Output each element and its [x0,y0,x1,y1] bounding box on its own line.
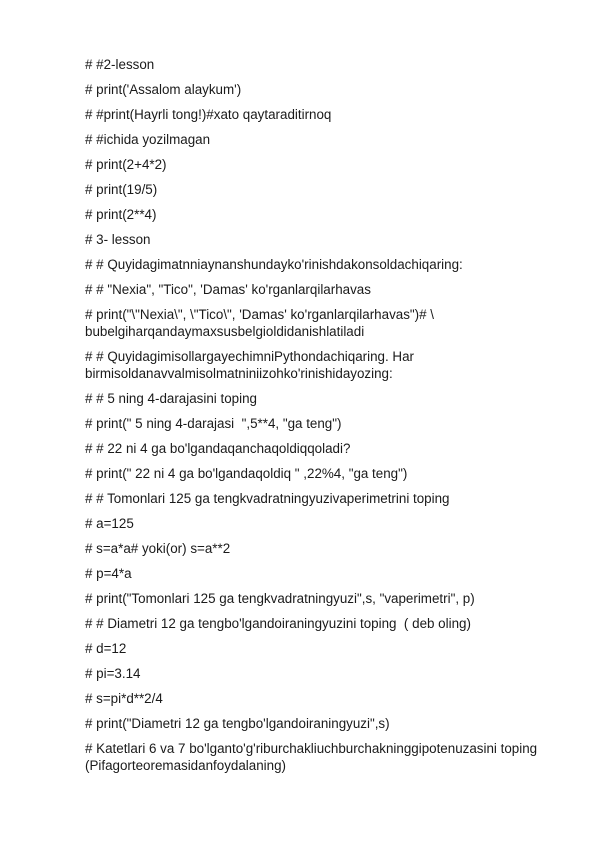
code-line: # print("\"Nexia\", \"Tico\", 'Damas' ko'rganlarqilarhavas")# \ bubelgiharqandaymaxsusbelgioldidanishlatiladi [85,307,438,339]
code-line: # # Diametri 12 ga tengbo'lgandoiraningyuzini toping ( deb oling) [85,616,471,631]
code-line: # print("Diametri 12 ga tengbo'lgandoiraningyuzi",s) [85,716,390,731]
code-line: # s=pi*d**2/4 [85,691,163,706]
code-line: # s=a*a# yoki(or) s=a**2 [85,541,231,556]
code-line: # # 5 ning 4-darajasini toping [85,391,257,406]
code-line: # # QuyidagimisollargayechimniPythondachiqaring. Har birmisoldanavvalmisolmatniniizohko'rinishidayozing: [85,349,418,381]
code-line: # pi=3.14 [85,666,141,681]
code-line: # print(" 22 ni 4 ga bo'lgandaqoldiq " ,22%4, "ga teng") [85,466,408,481]
code-line: # print(2**4) [85,207,157,222]
code-line: # print('Assalom alaykum') [85,82,242,97]
code-line: # a=125 [85,516,134,531]
code-line: # # "Nexia", "Tico", 'Damas' ko'rganlarqilarhavas [85,282,371,297]
code-line: # d=12 [85,641,127,656]
code-line: # # Tomonlari 125 ga tengkvadratningyuzivaperimetrini toping [85,491,450,506]
code-line: # #ichida yozilmagan [85,132,211,147]
code-listing [85,56,545,782]
code-line: # # Quyidagimatnniaynanshundayko'rinishdakonsoldachiqaring: [85,257,463,272]
code-line: # print("Tomonlari 125 ga tengkvadratningyuzi",s, "vaperimetri", p) [85,591,475,606]
code-line: # #2-lesson [85,57,155,72]
code-line: # Katetlari 6 va 7 bo'lganto'g'riburchakliuchburchakninggipotenuzasini toping (Pifagorteoremasidanfoydalaning) [85,741,541,773]
code-line: # print(2+4*2) [85,157,167,172]
code-line: # print(19/5) [85,182,158,197]
code-line: # # 22 ni 4 ga bo'lgandaqanchaqoldiqqoladi? [85,441,351,456]
code-line: # 3- lesson [85,232,151,247]
code-line: # p=4*a [85,566,132,581]
code-line: # #print(Hayrli tong!)#xato qaytaraditirnoq [85,107,332,122]
code-line: # print(" 5 ning 4-darajasi ",5**4, "ga teng") [85,416,342,431]
